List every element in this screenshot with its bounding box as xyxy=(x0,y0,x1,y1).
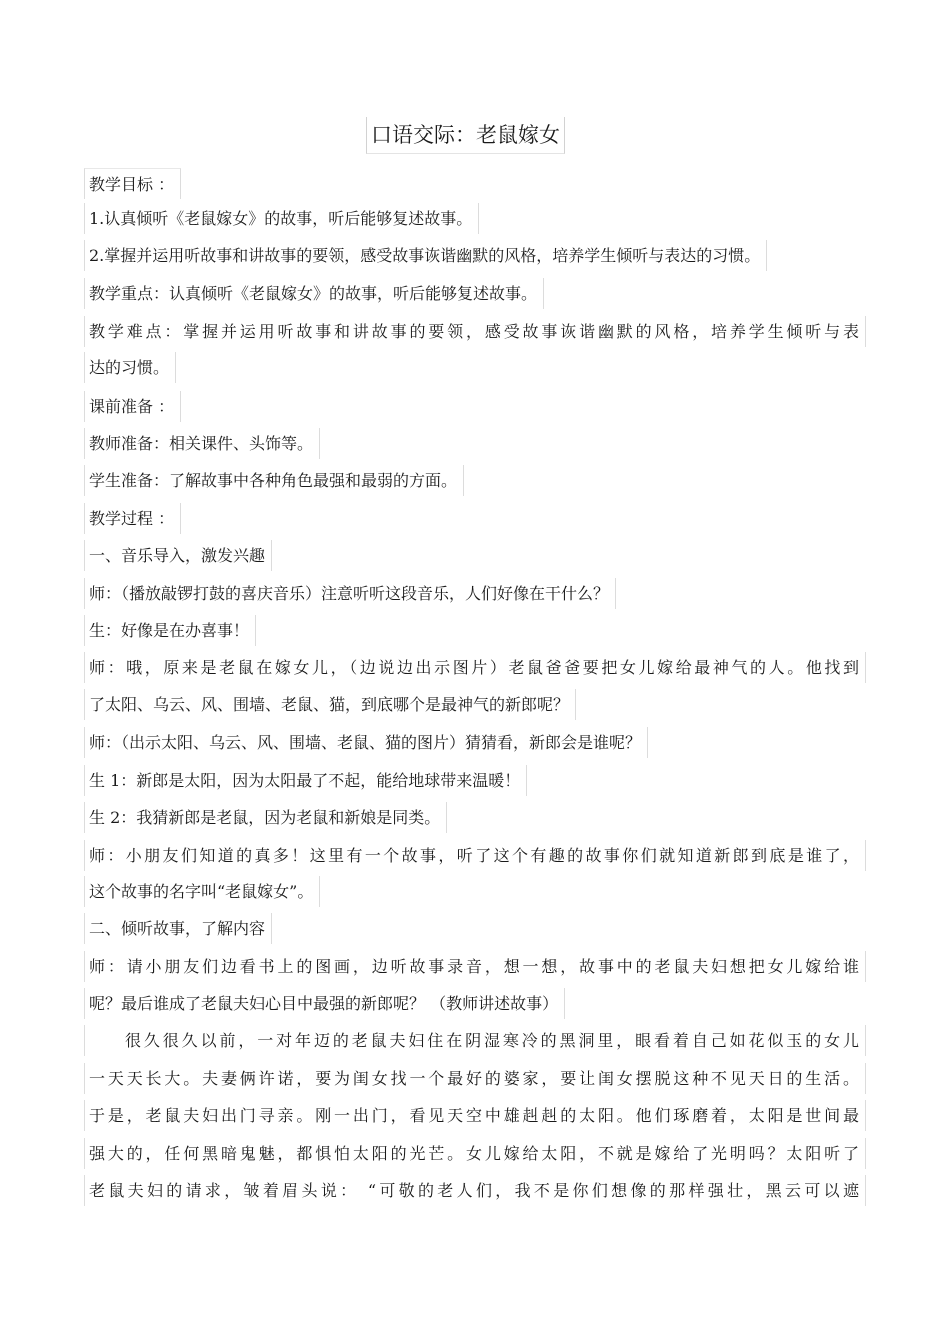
dialogue-line-cont: 这个故事的名字叫“老鼠嫁女”。 xyxy=(84,876,320,907)
story-paragraph-line: 一天天长大。夫妻俩许诺，要为闺女找一个最好的婆家，要让闺女摆脱这种不见天日的生活。 xyxy=(84,1063,866,1094)
dialogue-line: 师：（出示太阳、乌云、风、围墙、老鼠、猫的图片）猜猜看，新郎会是谁呢？ xyxy=(84,727,648,758)
dialogue-line: 生 2：我猜新郎是老鼠，因为老鼠和新娘是同类。 xyxy=(84,802,447,833)
heading-preparation: 课前准备 ： xyxy=(84,391,181,422)
teaching-difficulty-cont: 达的习惯。 xyxy=(84,352,176,383)
dialogue-line: 生 1：新郎是太阳，因为太阳最了不起，能给地球带来温暖！ xyxy=(84,765,527,796)
document-title: 口语交际：老鼠嫁女 xyxy=(366,117,565,154)
dialogue-line-cont: 呢？最后谁成了老鼠夫妇心目中最强的新郎呢？ （教师讲述故事） xyxy=(84,988,565,1019)
section-heading-2: 二、倾听故事，了解内容 xyxy=(84,913,272,944)
dialogue-line: 师：小朋友们知道的真多！这里有一个故事，听了这个有趣的故事你们就知道新郎到底是谁了， xyxy=(84,840,866,871)
goal-item-1: 1.认真倾听《老鼠嫁女》的故事，听后能够复述故事。 xyxy=(84,203,479,234)
teaching-difficulty: 教学难点：掌握并运用听故事和讲故事的要领，感受故事诙谐幽默的风格，培养学生倾听与表 xyxy=(84,316,866,347)
dialogue-line: 生：好像是在办喜事！ xyxy=(84,615,256,646)
section-heading-1: 一、音乐导入，激发兴趣 xyxy=(84,540,272,571)
goal-item-2: 2.掌握并运用听故事和讲故事的要领，感受故事诙谐幽默的风格，培养学生倾听与表达的习惯。 xyxy=(84,240,767,271)
story-paragraph-line: 老鼠夫妇的请求，皱着眉头说： “可敬的老人们，我不是你们想像的那样强壮，黑云可以遮 xyxy=(84,1175,866,1206)
story-paragraph-line: 强大的，任何黑暗鬼魅，都惧怕太阳的光芒。女儿嫁给太阳，不就是嫁给了光明吗？太阳听了 xyxy=(84,1138,866,1169)
teaching-focus: 教学重点：认真倾听《老鼠嫁女》的故事，听后能够复述故事。 xyxy=(84,278,544,309)
teacher-preparation: 教师准备：相关课件、头饰等。 xyxy=(84,428,320,459)
dialogue-line: 师：（播放敲锣打鼓的喜庆音乐）注意听听这段音乐，人们好像在干什么？ xyxy=(84,578,616,609)
dialogue-line-cont: 了太阳、乌云、风、围墙、老鼠、猫，到底哪个是最神气的新郎呢？ xyxy=(84,689,576,720)
story-paragraph-line: 很久很久以前，一对年迈的老鼠夫妇住在阴湿寒冷的黑洞里，眼看着自己如花似玉的女儿 xyxy=(84,1025,866,1056)
heading-teaching-process: 教学过程 ： xyxy=(84,503,181,534)
dialogue-line: 师：请小朋友们边看书上的图画，边听故事录音，想一想，故事中的老鼠夫妇想把女儿嫁给谁 xyxy=(84,951,866,982)
dialogue-line: 师：哦，原来是老鼠在嫁女儿，（边说边出示图片）老鼠爸爸要把女儿嫁给最神气的人。他找到 xyxy=(84,652,866,683)
story-paragraph-line: 于是，老鼠夫妇出门寻亲。刚一出门，看见天空中雄赳赳的太阳。他们琢磨着，太阳是世间最 xyxy=(84,1100,866,1131)
heading-teaching-goals: 教学目标 ： xyxy=(84,168,181,199)
student-preparation: 学生准备：了解故事中各种角色最强和最弱的方面。 xyxy=(84,465,464,496)
